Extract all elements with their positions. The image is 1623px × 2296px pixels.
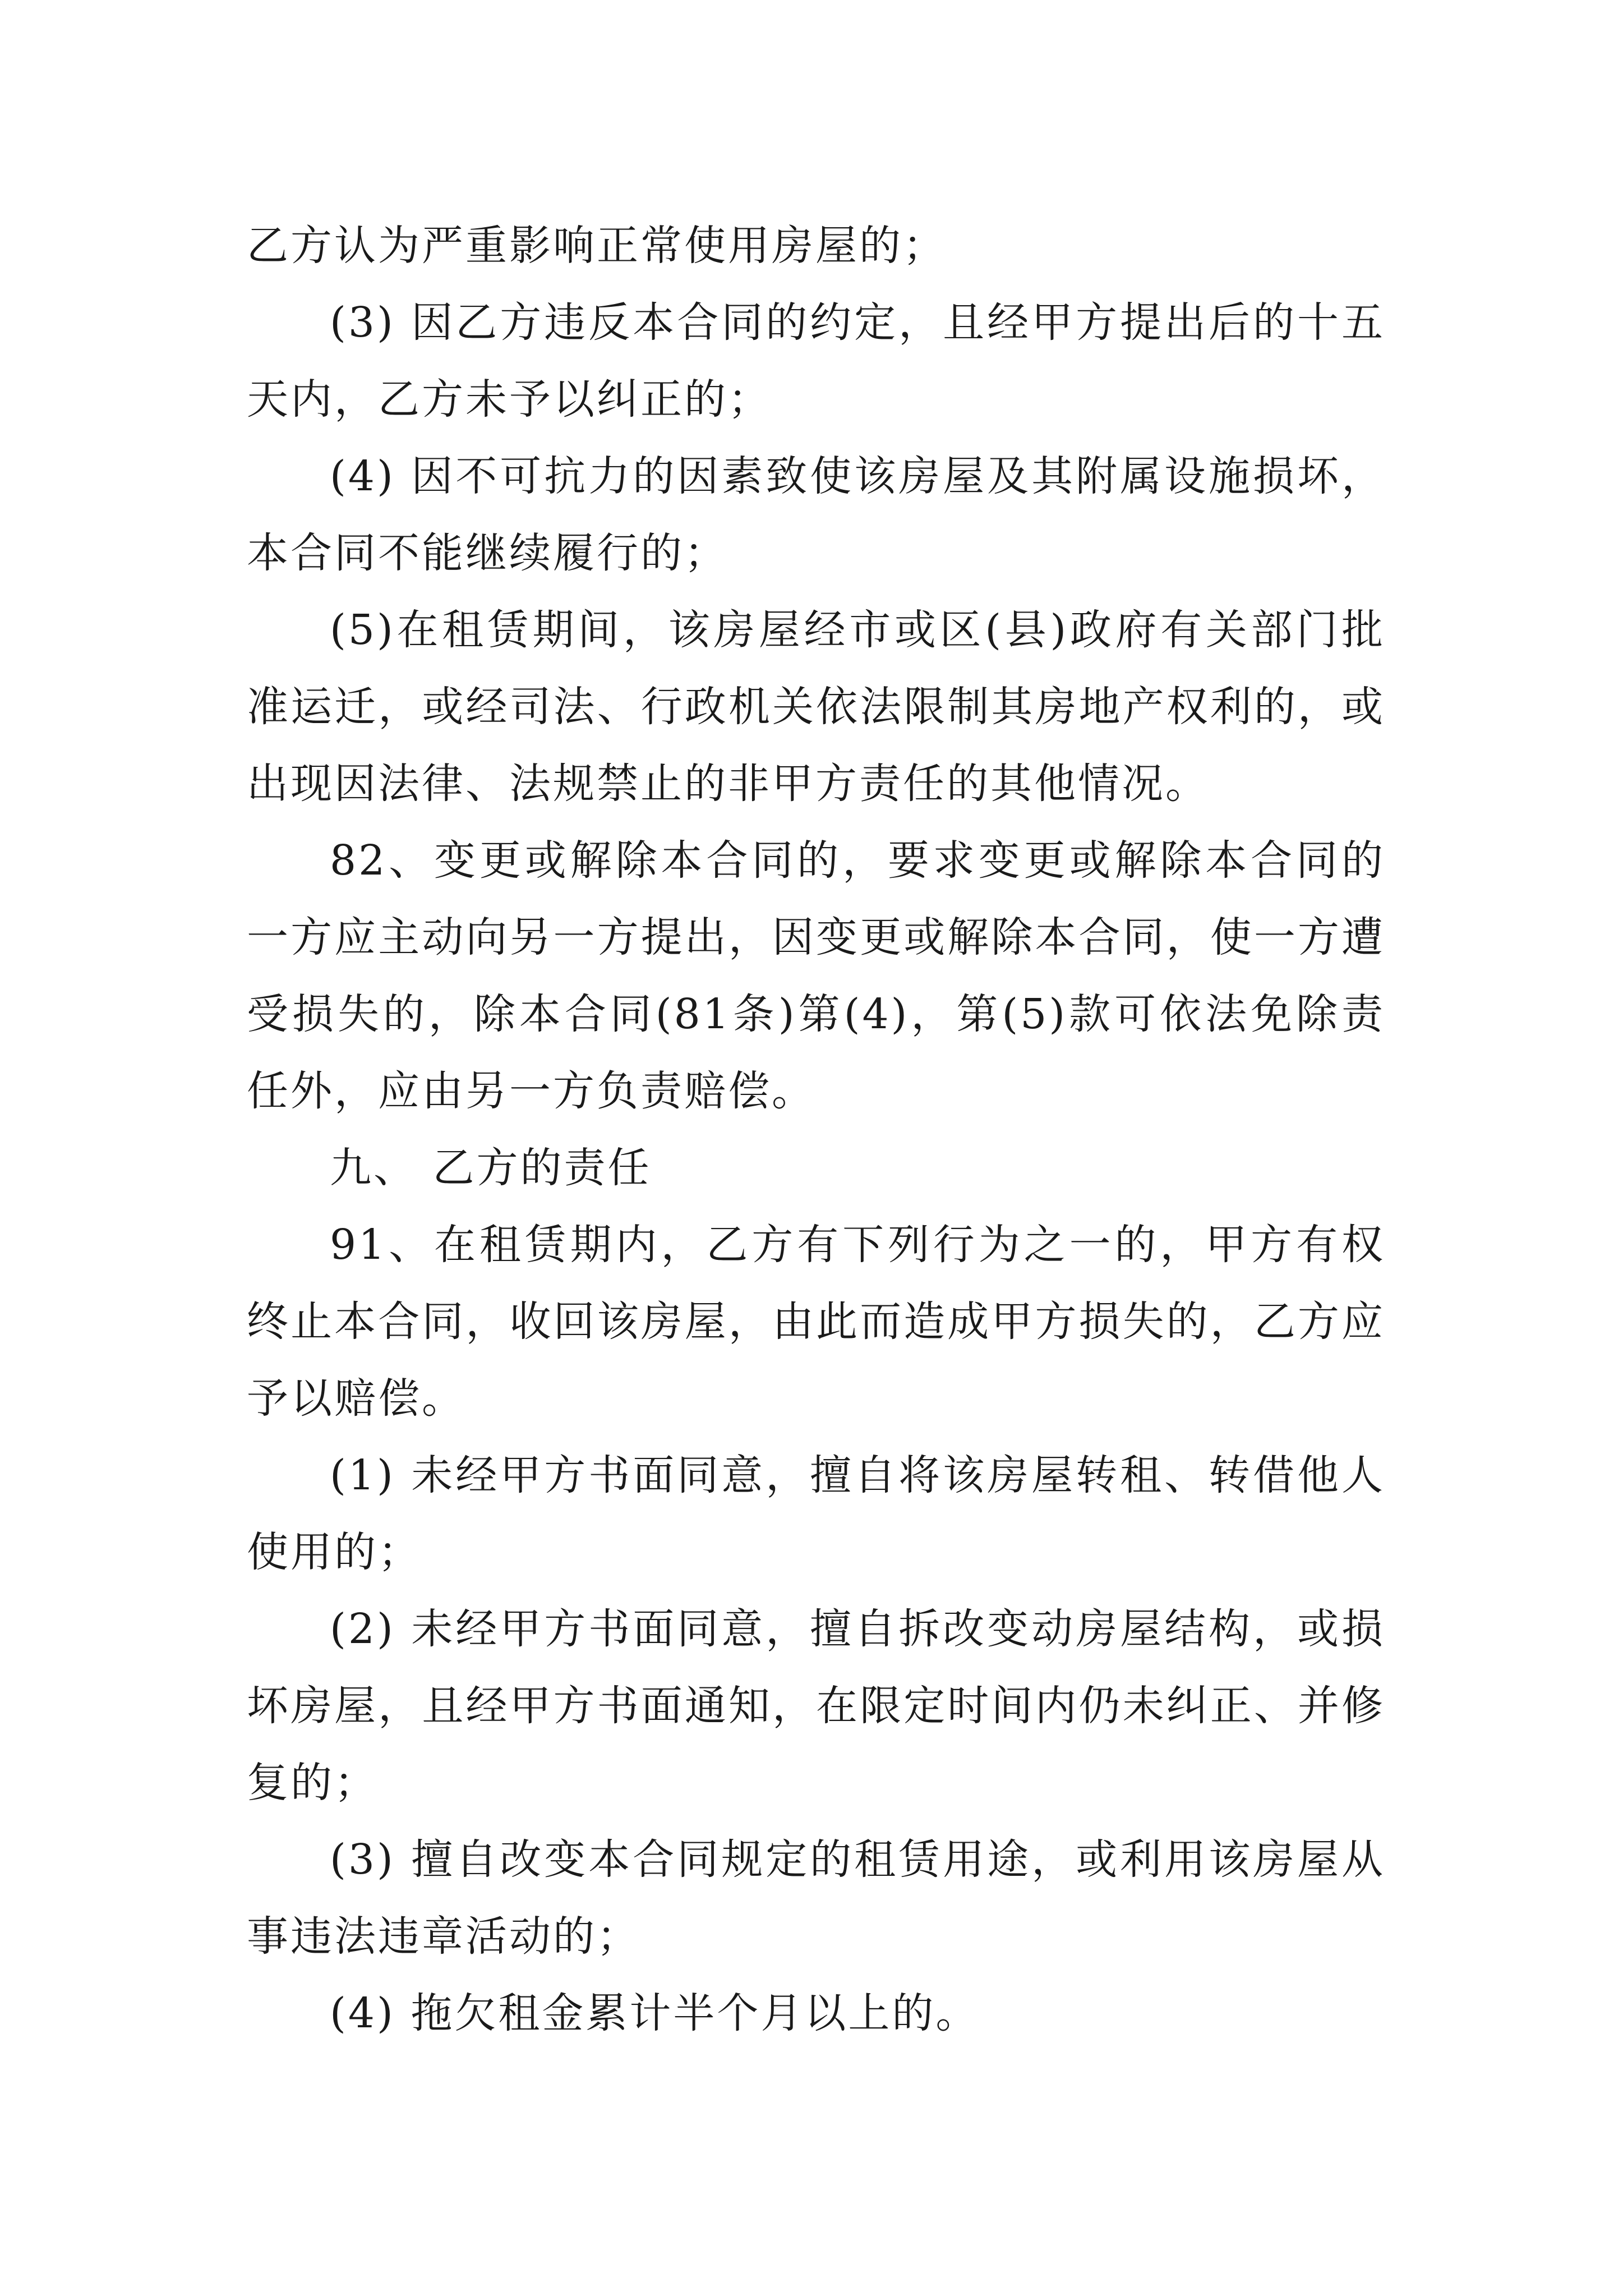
clause-item-5: (5)在租赁期间，该房屋经市或区(县)政府有关部门批准运迁，或经司法、行政机关依法限制其房地产权利的，或出现因法律、法规禁止的非甲方责任的其他情况。: [247, 606, 1385, 808]
paragraph-continuation: 乙方认为严重影响正常使用房屋的；: [247, 222, 947, 270]
clause-91-item-1: (1) 未经甲方书面同意，擅自将该房屋转租、转借他人使用的；: [247, 1451, 1385, 1576]
document-body: [247, 208, 1385, 2052]
clause-91-item-2: (2) 未经甲方书面同意，擅自拆改变动房屋结构，或损坏房屋，且经甲方书面通知，在限定时间内仍未纠正、并修复的；: [247, 1605, 1385, 1807]
clause-item-4: (4) 因不可抗力的因素致使该房屋及其附属设施损坏，本合同不能继续履行的；: [247, 452, 1385, 577]
clause-item-3: (3) 因乙方违反本合同的约定，且经甲方提出后的十五天内，乙方未予以纠正的；: [247, 298, 1385, 424]
clause-91-item-3: (3) 擅自改变本合同规定的租赁用途，或利用该房屋从事违法违章活动的；: [247, 1835, 1385, 1961]
clause-91: 91、在租赁期内，乙方有下列行为之一的，甲方有权终止本合同，收回该房屋，由此而造成甲方损失的，乙方应予以赔偿。: [247, 1221, 1385, 1423]
clause-91-item-4: (4) 拖欠租金累计半个月以上的。: [330, 1989, 980, 2037]
clause-82: 82、变更或解除本合同的，要求变更或解除本合同的一方应主动向另一方提出，因变更或解除本合同，使一方遭受损失的，除本合同(81条)第(4)，第(5)款可依法免除责任外，应由另一方负责赔偿。: [247, 836, 1385, 1115]
section-heading: 九、 乙方的责任: [330, 1144, 652, 1192]
